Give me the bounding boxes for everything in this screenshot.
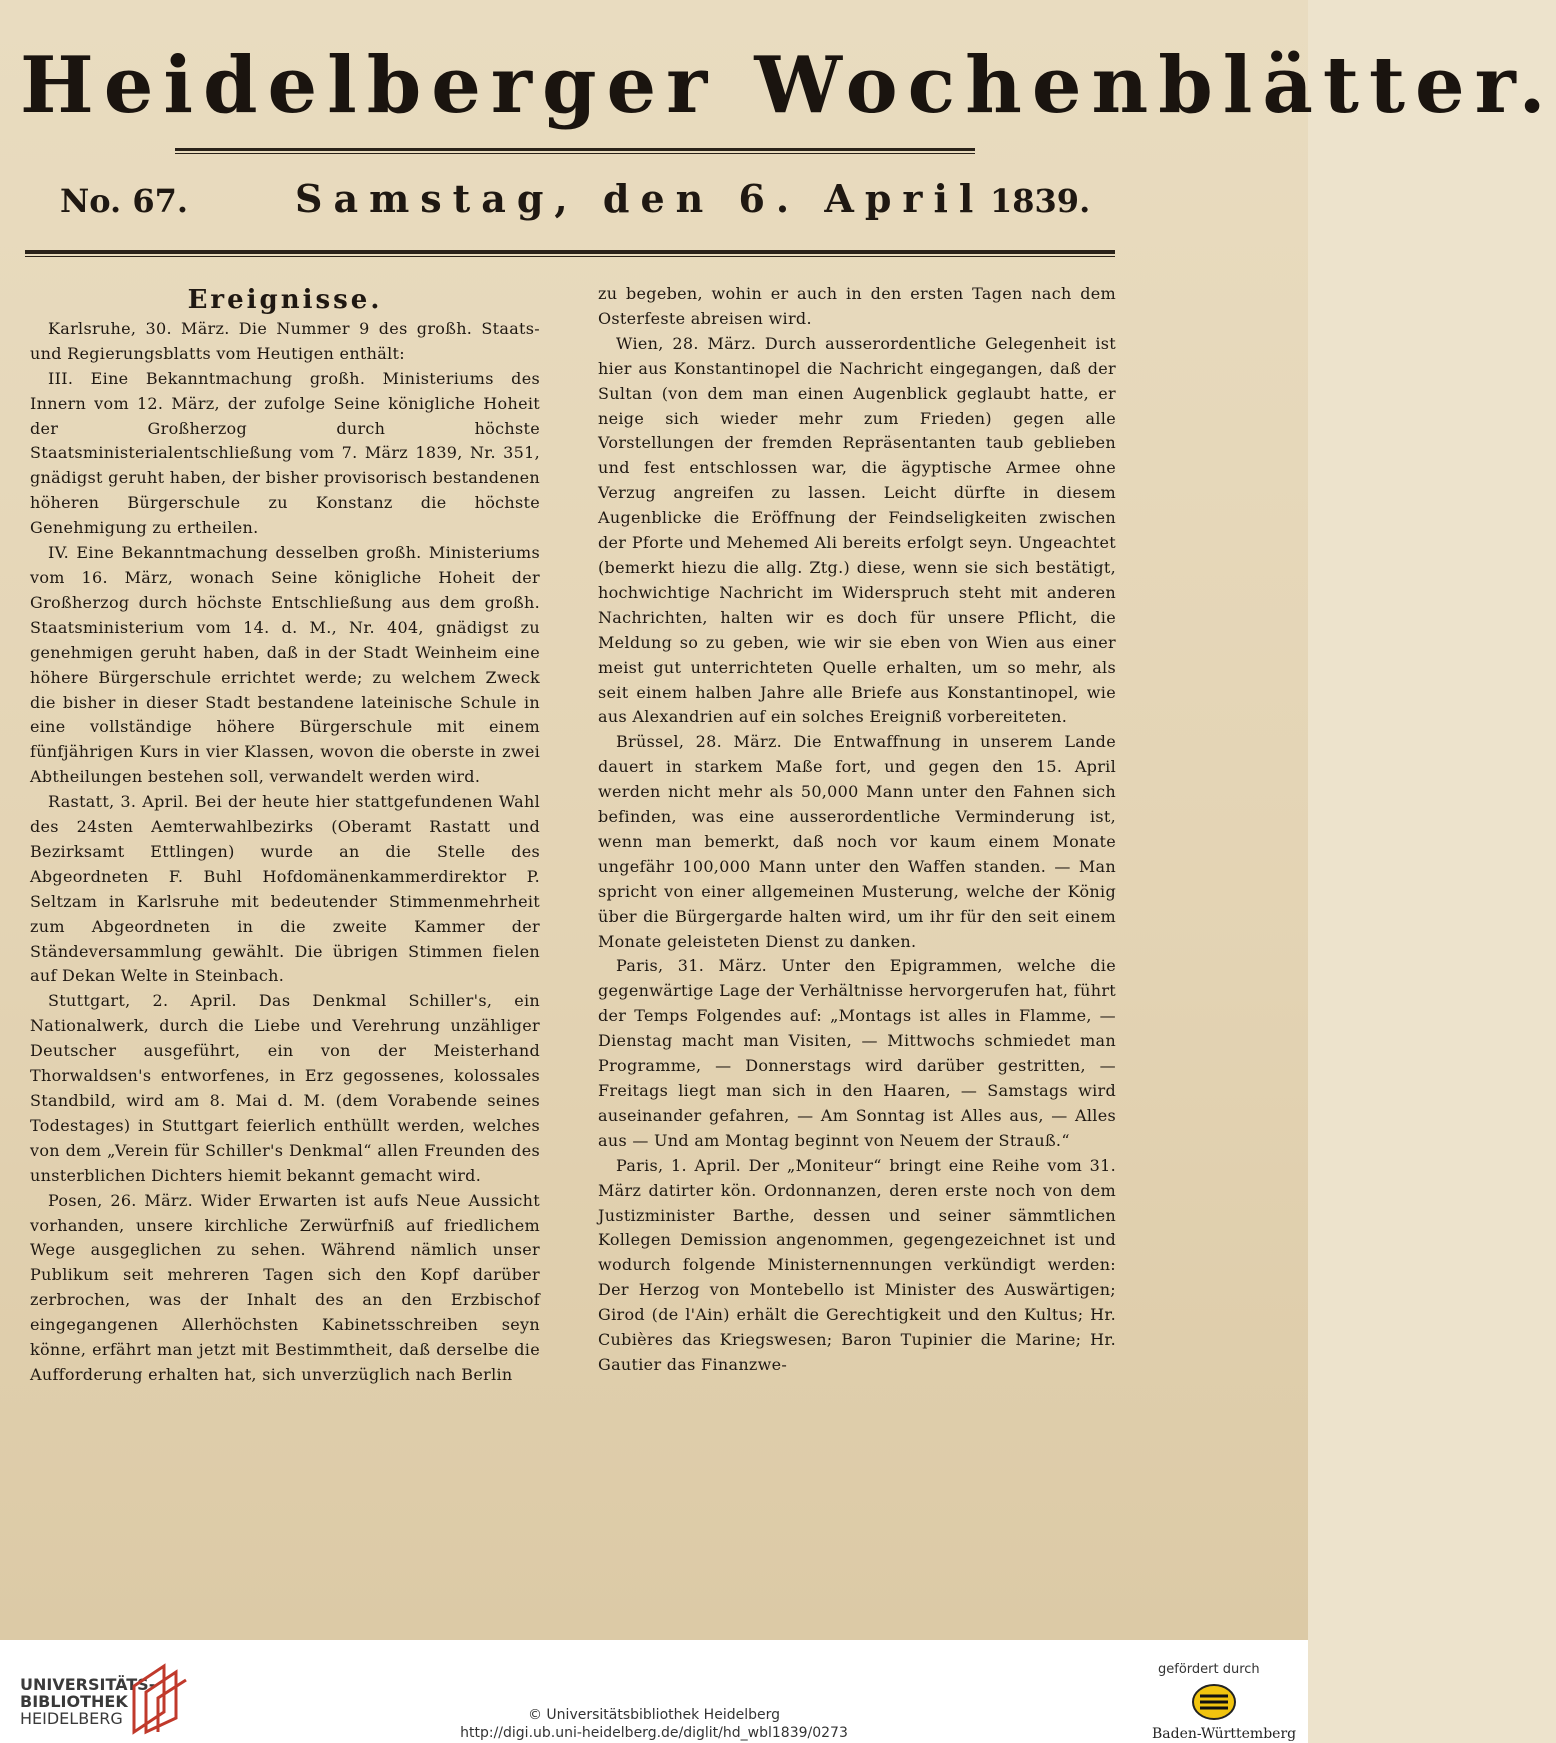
article-rastatt: Rastatt, 3. April. Bei der heute hier stattgefundenen Wahl des 24sten Aemterwahlbezirks (Oberamt Rastatt und Bezirksamt Ettlingen) wurde an die Stelle des Abgeordneten F. Buhl Hofdomänenkammerdirektor P. Seltzam in Karlsruhe mit bedeutender Stimmenmehrheit zum Abgeordneten in die zweite Kammer der Ständeversammlung gewählt. Die übrigen Stimmen fielen auf Dekan Welte in Steinbach. [30, 792, 540, 986]
article-paris-1: Paris, 1. April. Der „Moniteur“ bringt eine Reihe vom 31. März datirter kön. Ordonnanzen, deren erste noch von dem Justizminister Barthe, dessen und seiner sämmtlichen Kollegen Demission angenommen, gegengezeichnet ist und wodurch folgende Ministernennungen verkündigt werden: Der Herzog von Montebello ist Minister des Auswärtigen; Girod (de l'Ain) erhält die Gerechtigkeit und den Kultus; Hr. Cubières das Kriegswesen; Baron Tupinier die Marine; Hr. Gautier das Finanzwe- [598, 1155, 1116, 1374]
right-column [598, 282, 1116, 1378]
issue-number: No. 67. [60, 182, 188, 220]
article-bruessel: Brüssel, 28. März. Die Entwaffnung in unserem Lande dauert in starkem Maße fort, und gegen den 15. April werden nicht mehr als 50,000 Mann unter den Fahnen sich befinden, was eine ausserordentliche Verminderung ist, wenn man bemerkt, daß noch vor kaum einem Monate ungefähr 100,000 Mann unter den Waffen standen. — Man spricht von einer allgemeinen Musterung, welche der König über die Bürgergarde halten wird, um ihr für den seit einem Monate geleisteten Dienst zu danken. [598, 732, 1116, 951]
state-name: Baden-Württemberg [1152, 1726, 1297, 1742]
left-column [30, 282, 540, 1388]
dateline-rule-thin [25, 256, 1115, 257]
dateline [60, 172, 1091, 232]
issue-year: 1839. [990, 182, 1091, 220]
dateline-rule [25, 250, 1115, 254]
article-posen: Posen, 26. März. Wider Erwarten ist aufs Neue Aussicht vorhanden, unsere kirchliche Zerwürfniß auf friedlichem Wege ausgeglichen zu sehen. Während nämlich unser Publikum seit mehreren Tagen sich den Kopf darüber zerbrochen, was der Inhalt des an den Erzbischof eingegangenen Allerhöchsten Kabinetsschreiben seyn könne, erfährt man jetzt mit Bestimmtheit, daß derselbe die Aufforderung erhalten hat, sich unverzüglich nach Berlin [30, 1190, 540, 1384]
copyright-text: © Universitätsbibliothek Heidelberg [527, 1707, 780, 1723]
issue-date: Samstag, den 6. April [295, 176, 985, 221]
funded-by-label: gefördert durch [1158, 1662, 1260, 1677]
article-paris-31: Paris, 31. März. Unter den Epigrammen, welche die gegenwärtige Lage der Verhältnisse hervorgerufen hat, führt der Temps Folgendes auf: „Montags ist alles in Flamme, — Dienstag macht man Visiten, — Mittwochs schmiedet man Programme, — Donnerstags wird darüber gestritten, — Freitags liegt man sich in den Haaren, — Samstags wird auseinander gefahren, — Am Sonntag ist Alles aus, — Alles aus — Und am Montag beginnt von Neuem der Strauß.“ [598, 956, 1116, 1150]
footer-bar [0, 1640, 1308, 1743]
state-coat-of-arms-icon [1192, 1684, 1236, 1720]
section-title: Ereignisse. [187, 285, 383, 315]
copyright-block [0, 1706, 1308, 1742]
library-line-1: UNIVERSITÄTS- [20, 1675, 156, 1694]
article-wien: Wien, 28. März. Durch ausserordentliche Gelegenheit ist hier aus Konstantinopel die Nachricht eingegangen, daß der Sultan (von dem man einen Augenblick geglaubt hatte, er neige sich wieder mehr zum Frieden) gegen alle Vorstellungen der fremden Repräsentanten taub geblieben und fest entschlossen war, die ägyptische Armee ohne Verzug angreifen zu lassen. Leicht dürfte in diesem Augenblicke die Eröffnung der Feindseligkeiten zwischen der Pforte und Mehemed Ali bereits erfolgt seyn. Ungeachtet (bemerkt hiezu die allg. Ztg.) diese, wenn sie sich bestätigt, hochwichtige Nachricht im Widerspruch steht mit anderen Nachrichten, halten wir es doch für unsere Pflicht, die Meldung so zu geben, wie wir sie eben von Wien aus einer meist gut unterrichteten Quelle erhalten, um so mehr, als seit einem halben Jahre alle Briefe aus Konstantinopel, wie aus Alexandrien auf ein solches Ereigniß vorbereiteten. [598, 333, 1116, 727]
masthead-rule [175, 148, 975, 151]
article-karlsruhe: Karlsruhe, 30. März. Die Nummer 9 des großh. Staats- und Regierungsblatts vom Heutigen enthält: [30, 318, 540, 363]
article-karlsruhe-iii: III. Eine Bekanntmachung großh. Ministeriums des Innern vom 12. März, der zufolge Seine königliche Hoheit der Großherzog durch höchste Staatsministerialentschließung vom 7. März 1839, Nr. 351, gnädigst geruht haben, der bisher provisorisch bestandenen höheren Bürgerschule zu Konstanz die höchste Genehmigung zu ertheilen. [30, 368, 540, 538]
article-posen-continued: zu begeben, wohin er auch in den ersten Tagen nach dem Osterfeste abreisen wird. [598, 284, 1116, 328]
article-stuttgart: Stuttgart, 2. April. Das Denkmal Schiller's, ein Nationalwerk, durch die Liebe und Verehrung unzähliger Deutscher ausgeführt, ein von der Meisterhand Thorwaldsen's entworfenes, in Erz gegossenes, kolossales Standbild, wird am 8. Mai d. M. (dem Vorabende seines Todestages) in Stuttgart feierlich enthüllt werden, welches von dem „Verein für Schiller's Denkmal“ allen Freunden des unsterblichen Dichters hiemit bekannt gemacht wird. [30, 991, 540, 1185]
library-line-2: BIBLIOTHEK [20, 1692, 128, 1711]
library-line-3: HEIDELBERG [20, 1709, 123, 1728]
masthead-title: Heidelberger Wochenblätter. [20, 40, 1556, 131]
masthead-rule-thin [175, 153, 975, 154]
permalink[interactable]: http://digi.ub.uni-heidelberg.de/diglit/hd_wbl1839/0273 [460, 1725, 848, 1741]
article-karlsruhe-iv: IV. Eine Bekanntmachung desselben großh. Ministeriums vom 16. März, wonach Seine königliche Hoheit der Großherzog durch höchste Entschließung aus dem großh. Staatsministerium vom 14. d. M., Nr. 404, gnädigst zu genehmigen geruht haben, daß in der Stadt Weinheim eine höhere Bürgerschule errichtet werde; zu welchem Zweck die bisher in dieser Stadt bestandene lateinische Schule in eine vollständige höhere Bürgerschule mit einem fünfjährigen Kurs in vier Klassen, wovon die oberste in zwei Abtheilungen bestehen soll, verwandelt werden wird. [30, 543, 540, 787]
